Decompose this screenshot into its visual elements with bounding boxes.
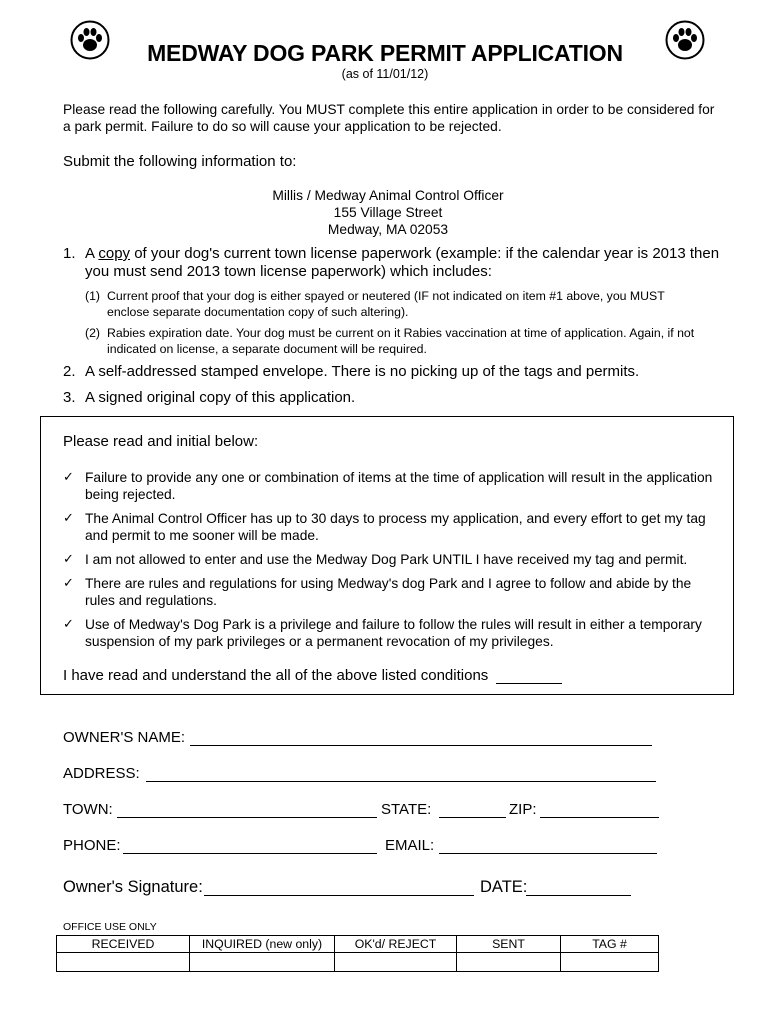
item-number: 2.: [63, 363, 76, 380]
item-number: 1.: [63, 245, 76, 262]
owner-name-field[interactable]: [190, 745, 652, 746]
checkmark-icon: ✓: [63, 470, 74, 485]
column-header-inquired: INQUIRED (new only): [190, 936, 335, 953]
sent-cell[interactable]: [457, 953, 561, 972]
requirement-item-2: [63, 363, 723, 381]
received-cell[interactable]: [57, 953, 190, 972]
zip-label: ZIP:: [509, 801, 537, 818]
page-title: MEDWAY DOG PARK PERMIT APPLICATION: [147, 40, 623, 66]
state-label: STATE:: [381, 801, 432, 818]
condition-text: I am not allowed to enter and use the Medway Dog Park UNTIL I have received my tag and permit.: [85, 552, 688, 567]
date-field[interactable]: [526, 895, 631, 896]
phone-field[interactable]: [123, 853, 377, 854]
acknowledge-statement: I have read and understand the all of the above listed conditions: [63, 667, 489, 684]
checkmark-icon: ✓: [63, 576, 74, 591]
item-text-underlined: copy: [98, 245, 131, 262]
sub-item-number: (1): [85, 289, 101, 303]
inquired-cell[interactable]: [190, 953, 335, 972]
tag-cell[interactable]: [561, 953, 659, 972]
condition-item: [63, 575, 723, 609]
requirement-item-3: [63, 389, 723, 407]
town-field[interactable]: [117, 817, 377, 818]
zip-field[interactable]: [540, 817, 659, 818]
item-text: A self-addressed stamped envelope. There is no picking up of the tags and permits.: [85, 363, 640, 380]
office-use-label: OFFICE USE ONLY: [63, 921, 157, 933]
date-label: DATE:: [480, 878, 528, 896]
address-line-1: Millis / Medway Animal Control Officer: [272, 188, 504, 203]
table-row: [57, 953, 659, 972]
address-field[interactable]: [146, 781, 656, 782]
sub-item-text: Current proof that your dog is either spayed or neutered (IF not indicated on item #1 above, you MUST enclose separate documentation copy of such altering).: [107, 289, 665, 319]
sub-item-number: (2): [85, 326, 101, 340]
condition-text: The Animal Control Officer has up to 30 days to process my application, and every effort to get my tag and permit to me sooner will be made.: [85, 511, 706, 543]
revision-date: (as of 11/01/12): [341, 67, 429, 81]
state-field[interactable]: [439, 817, 506, 818]
initials-field[interactable]: [496, 683, 562, 684]
sub-item-2: [85, 325, 705, 357]
column-header-received: RECEIVED: [57, 936, 190, 953]
intro-paragraph: Please read the following carefully. You MUST complete this entire application in order to be considered for a park permit. Failure to do so will cause your application to be rejected.: [63, 102, 715, 134]
sub-item-1: [85, 288, 705, 320]
checkmark-icon: ✓: [63, 617, 74, 632]
phone-label: PHONE:: [63, 837, 121, 854]
item-text-prefix: A: [85, 245, 99, 262]
condition-text: Use of Medway's Dog Park is a privilege and failure to follow the rules will result in either a temporary suspension of my park privileges or a permanent revocation of my privileges.: [85, 617, 702, 649]
email-field[interactable]: [439, 853, 657, 854]
requirement-item-1: [63, 245, 723, 281]
condition-text: Failure to provide any one or combination of items at the time of application will result in the application being rejected.: [85, 470, 713, 502]
conditions-heading: Please read and initial below:: [63, 433, 259, 450]
signature-field[interactable]: [204, 895, 474, 896]
item-number: 3.: [63, 389, 76, 406]
condition-item: [63, 510, 723, 544]
office-use-table: [56, 935, 659, 972]
item-text: A signed original copy of this application.: [85, 389, 356, 406]
column-header-sent: SENT: [457, 936, 561, 953]
column-header-okd-reject: OK'd/ REJECT: [335, 936, 457, 953]
submit-to-label: Submit the following information to:: [63, 153, 297, 170]
address-label: ADDRESS:: [63, 765, 140, 782]
table-header-row: [57, 936, 659, 953]
owner-name-label: OWNER'S NAME:: [63, 729, 186, 746]
column-header-tag: TAG #: [561, 936, 659, 953]
condition-item: [63, 469, 723, 503]
condition-item: [63, 551, 723, 568]
condition-item: [63, 616, 723, 650]
checkmark-icon: ✓: [63, 552, 74, 567]
address-line-2: 155 Village Street: [333, 205, 443, 220]
sub-item-text: Rabies expiration date. Your dog must be current on it Rabies vaccination at time of application. Again, if not indicated on license, a separate document will be required.: [107, 326, 695, 356]
town-label: TOWN:: [63, 801, 113, 818]
condition-text: There are rules and regulations for using Medway's dog Park and I agree to follow and abide by the rules and regulations.: [85, 576, 692, 608]
address-line-3: Medway, MA 02053: [327, 222, 449, 237]
okd-reject-cell[interactable]: [335, 953, 457, 972]
item-text-rest: of your dog's current town license paperwork (example: if the calendar year is 2013 then you must send 2013 town license paperwork) which includes:: [85, 245, 720, 280]
signature-label: Owner's Signature:: [63, 878, 203, 896]
email-label: EMAIL:: [385, 837, 435, 854]
checkmark-icon: ✓: [63, 511, 74, 526]
